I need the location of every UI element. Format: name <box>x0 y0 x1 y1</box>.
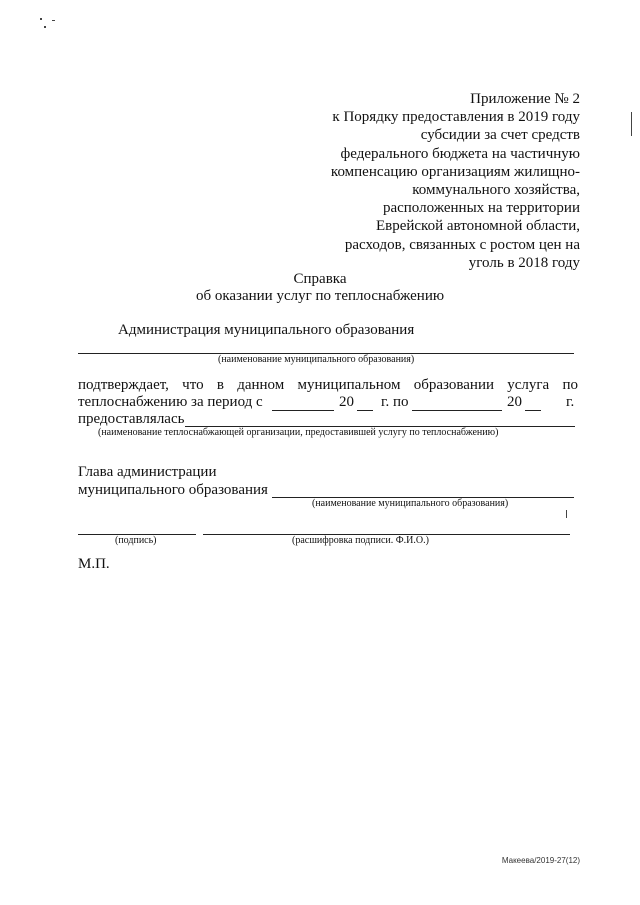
head-title-1: Глава администрации <box>78 464 217 480</box>
heat-supplier-caption: (наименование теплоснабжающей организации, предоставившей услугу по теплоснабжению) <box>98 427 499 438</box>
stamp-place: М.П. <box>78 556 110 572</box>
municipality-caption: (наименование муниципального образования) <box>218 354 415 365</box>
head-municipality-caption: (наименование муниципального образования) <box>312 498 509 509</box>
document-title: Справка <box>293 271 347 287</box>
signature-decode-caption: (расшифровка подписи. Ф.И.О.) <box>292 535 429 546</box>
appendix-line: Еврейской автономной области, <box>375 218 580 235</box>
appendix-block <box>260 90 580 272</box>
confirm-line-1: подтверждает, что в данном муниципальном образовании услуга по <box>78 377 578 393</box>
provided-label: предоставлялась <box>78 411 185 427</box>
appendix-line: расходов, связанных с ростом цен на <box>344 236 580 253</box>
period-start-field[interactable] <box>272 410 334 411</box>
scan-speck <box>52 20 55 21</box>
year-prefix-2: 20 <box>507 394 522 410</box>
head-title-2: муниципального образования <box>78 482 268 498</box>
appendix-line: коммунального хозяйства, <box>412 182 580 199</box>
document-footer-code: Макеева/2019-27(12) <box>501 856 580 865</box>
scan-speck <box>566 510 567 518</box>
period-start-year-field[interactable] <box>357 410 373 411</box>
period-end-field[interactable] <box>412 410 502 411</box>
appendix-line: к Порядку предоставления в 2019 году <box>332 109 580 126</box>
scan-speck <box>40 18 42 20</box>
appendix-line: уголь в 2018 году <box>468 254 580 271</box>
appendix-line: субсидии за счет средств <box>420 127 580 144</box>
confirm-period-text: теплоснабжению за период с <box>78 394 263 410</box>
appendix-line: Приложение № 2 <box>470 91 580 107</box>
period-end-year-field[interactable] <box>525 410 541 411</box>
appendix-line: расположенных на территории <box>382 200 580 217</box>
year-suffix: г. <box>566 394 575 410</box>
year-prefix-1: 20 <box>339 394 354 410</box>
scan-speck <box>44 26 46 28</box>
document-subtitle: об оказании услуг по теплоснабжению <box>195 288 445 304</box>
appendix-line: компенсацию организациям жилищно- <box>330 163 580 180</box>
scan-speck <box>631 112 632 136</box>
administration-label: Администрация муниципального образования <box>118 322 415 338</box>
confirm-to-text: г. по <box>381 394 409 410</box>
appendix-line: федерального бюджета на частичную <box>340 145 580 162</box>
signature-caption: (подпись) <box>115 535 157 546</box>
